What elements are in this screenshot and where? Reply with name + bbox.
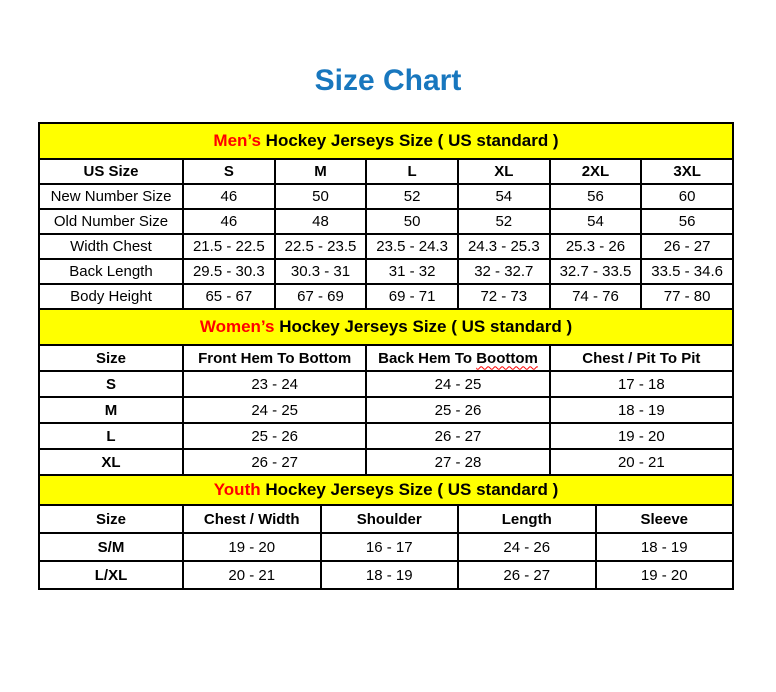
column-header-cell: S [183, 159, 275, 184]
mens-label: Men’s [213, 131, 261, 150]
youth-title-rest: Hockey Jerseys Size ( US standard ) [260, 480, 559, 499]
value-cell: 54 [550, 209, 642, 234]
value-cell: 32.7 - 33.5 [550, 259, 642, 284]
column-header-cell: Chest / Pit To Pit [550, 345, 733, 371]
mens-title-rest: Hockey Jerseys Size ( US standard ) [260, 131, 559, 150]
value-cell: 24 - 26 [458, 533, 596, 561]
misspelled-word: Boottom [476, 349, 538, 367]
mens-size-table [38, 122, 734, 310]
row-label-cell: M [39, 397, 183, 423]
table-row [39, 259, 733, 284]
size-chart-title: Size Chart [314, 64, 462, 97]
value-cell: 24 - 25 [366, 371, 549, 397]
column-header-cell: US Size [39, 159, 183, 184]
value-cell: 30.3 - 31 [275, 259, 367, 284]
value-cell: 27 - 28 [366, 449, 549, 475]
value-cell: 48 [275, 209, 367, 234]
value-cell: 17 - 18 [550, 371, 733, 397]
column-header-cell: 3XL [641, 159, 733, 184]
value-cell: 21.5 - 22.5 [183, 234, 275, 259]
value-cell: 52 [366, 184, 458, 209]
row-label-cell: Back Length [39, 259, 183, 284]
column-header-cell: Size [39, 345, 183, 371]
value-cell: 16 - 17 [321, 533, 459, 561]
value-cell: 23 - 24 [183, 371, 366, 397]
table-row [39, 533, 733, 561]
value-cell: 56 [641, 209, 733, 234]
column-header-cell: Chest / Width [183, 505, 321, 533]
value-cell: 19 - 20 [596, 561, 734, 589]
table-row [39, 449, 733, 475]
womens-label: Women’s [199, 317, 275, 336]
value-cell: 60 [641, 184, 733, 209]
row-label-cell: XL [39, 449, 183, 475]
value-cell: 26 - 27 [183, 449, 366, 475]
column-header-cell: Length [458, 505, 596, 533]
table-row [39, 397, 733, 423]
row-label-cell: S [39, 371, 183, 397]
value-cell: 33.5 - 34.6 [641, 259, 733, 284]
row-label-cell: Old Number Size [39, 209, 183, 234]
value-cell: 26 - 27 [641, 234, 733, 259]
value-cell: 46 [183, 184, 275, 209]
value-cell: 26 - 27 [366, 423, 549, 449]
value-cell: 74 - 76 [550, 284, 642, 309]
value-cell: 24 - 25 [183, 397, 366, 423]
value-cell: 50 [275, 184, 367, 209]
value-cell: 54 [458, 184, 550, 209]
value-cell: 69 - 71 [366, 284, 458, 309]
value-cell: 56 [550, 184, 642, 209]
value-cell: 46 [183, 209, 275, 234]
mens-section-title [39, 123, 733, 159]
table-row [39, 209, 733, 234]
mens-section-band [39, 123, 733, 159]
youth-section-band [39, 475, 733, 505]
table-row [39, 561, 733, 589]
table-row [39, 234, 733, 259]
value-cell: 25 - 26 [183, 423, 366, 449]
column-header-row [39, 159, 733, 184]
value-cell: 67 - 69 [275, 284, 367, 309]
row-label-cell: S/M [39, 533, 183, 561]
womens-section-band [39, 309, 733, 345]
value-cell: 20 - 21 [550, 449, 733, 475]
row-label-cell: L/XL [39, 561, 183, 589]
column-header-row [39, 345, 733, 371]
table-row [39, 371, 733, 397]
value-cell: 72 - 73 [458, 284, 550, 309]
column-header-cell: Shoulder [321, 505, 459, 533]
womens-section-title [39, 309, 733, 345]
value-cell: 18 - 19 [596, 533, 734, 561]
womens-size-table [38, 308, 734, 476]
column-header-cell: Back Hem To Boottom [366, 345, 549, 371]
column-header-cell: Front Hem To Bottom [183, 345, 366, 371]
womens-title-rest: Hockey Jerseys Size ( US standard ) [274, 317, 573, 336]
column-header-cell: L [366, 159, 458, 184]
column-header-cell: Size [39, 505, 183, 533]
table-row [39, 184, 733, 209]
value-cell: 24.3 - 25.3 [458, 234, 550, 259]
value-cell: 25 - 26 [366, 397, 549, 423]
table-row [39, 284, 733, 309]
value-cell: 19 - 20 [550, 423, 733, 449]
column-header-cell: Sleeve [596, 505, 734, 533]
youth-section-title [39, 475, 733, 505]
value-cell: 32 - 32.7 [458, 259, 550, 284]
column-header-cell: XL [458, 159, 550, 184]
youth-size-table [38, 474, 734, 590]
value-cell: 65 - 67 [183, 284, 275, 309]
column-header-cell: 2XL [550, 159, 642, 184]
value-cell: 26 - 27 [458, 561, 596, 589]
column-header-row [39, 505, 733, 533]
youth-label: Youth [213, 480, 261, 499]
value-cell: 50 [366, 209, 458, 234]
row-label-cell: Body Height [39, 284, 183, 309]
value-cell: 52 [458, 209, 550, 234]
value-cell: 31 - 32 [366, 259, 458, 284]
value-cell: 77 - 80 [641, 284, 733, 309]
value-cell: 19 - 20 [183, 533, 321, 561]
size-tables-container [38, 122, 734, 590]
table-row [39, 423, 733, 449]
value-cell: 18 - 19 [321, 561, 459, 589]
value-cell: 20 - 21 [183, 561, 321, 589]
column-header-cell: M [275, 159, 367, 184]
value-cell: 22.5 - 23.5 [275, 234, 367, 259]
value-cell: 23.5 - 24.3 [366, 234, 458, 259]
value-cell: 25.3 - 26 [550, 234, 642, 259]
value-cell: 29.5 - 30.3 [183, 259, 275, 284]
row-label-cell: L [39, 423, 183, 449]
row-label-cell: Width Chest [39, 234, 183, 259]
value-cell: 18 - 19 [550, 397, 733, 423]
row-label-cell: New Number Size [39, 184, 183, 209]
